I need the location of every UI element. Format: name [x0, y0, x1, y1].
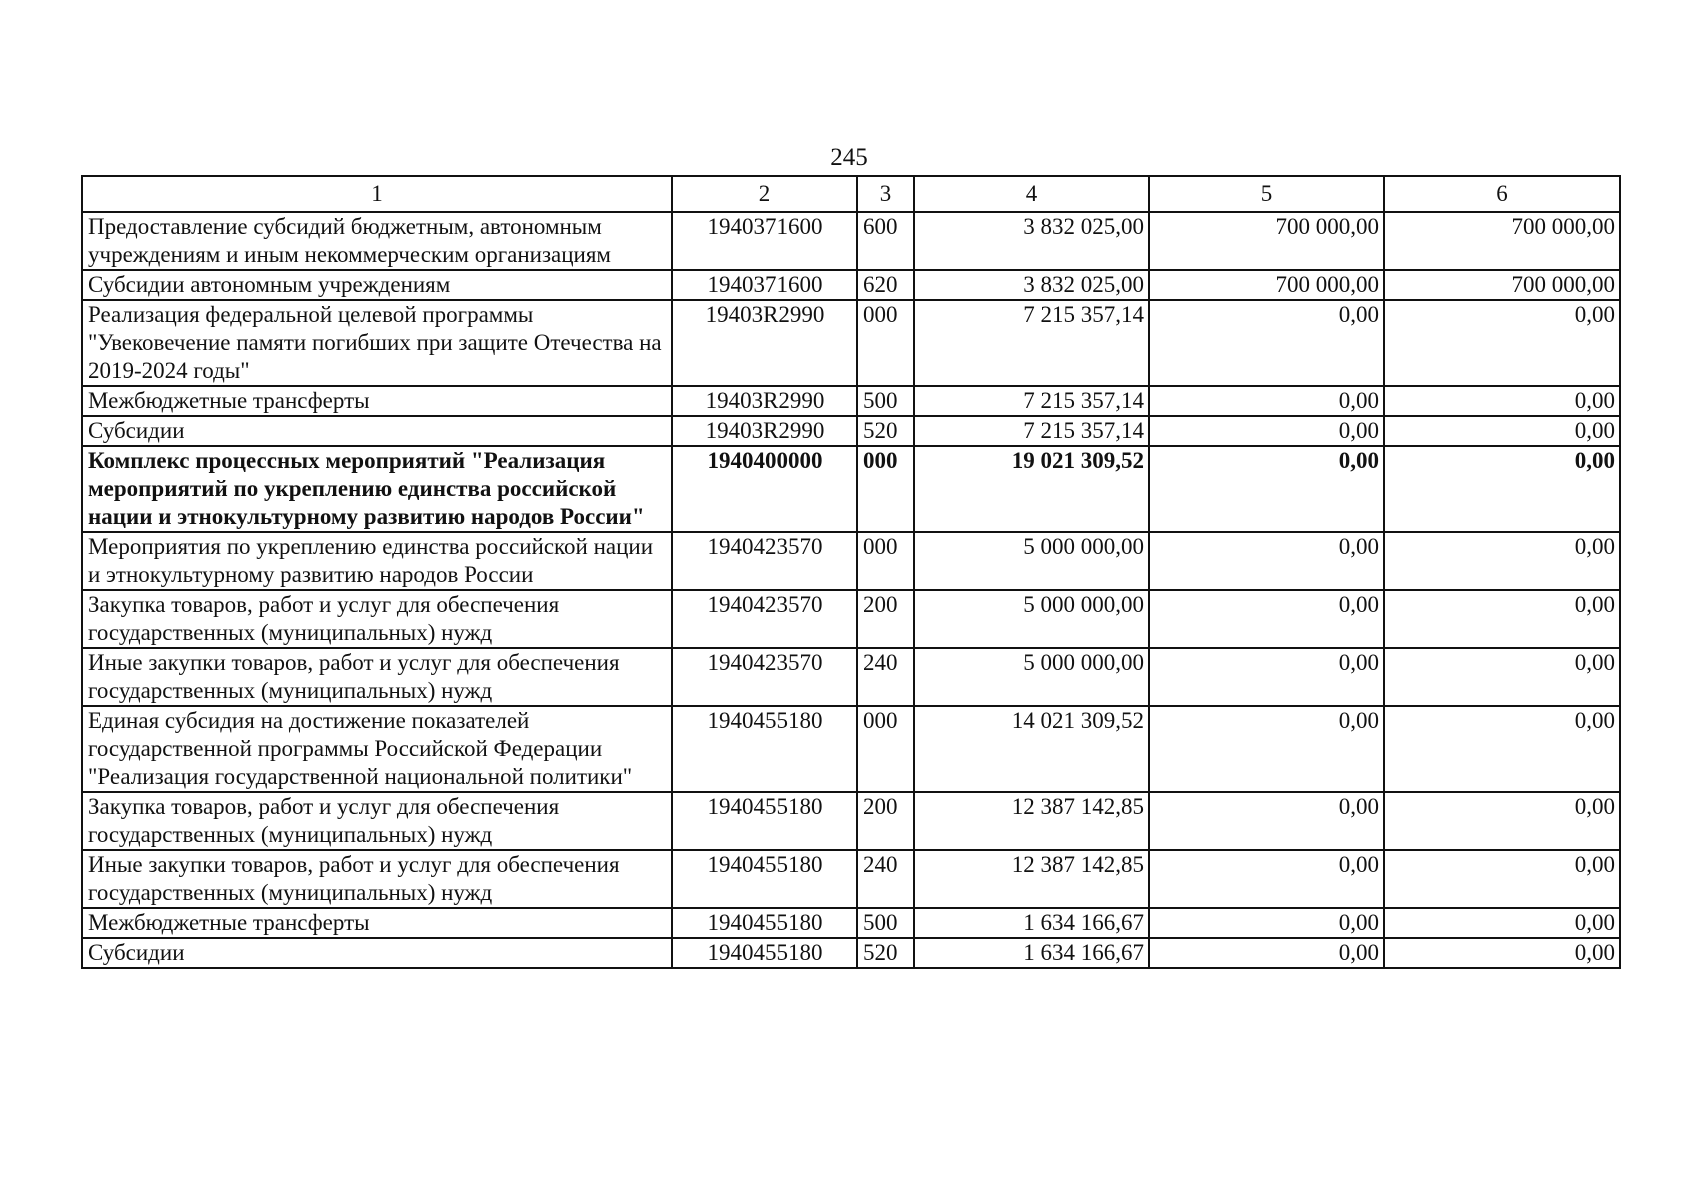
- table-row: [82, 938, 1620, 968]
- row-expense-type-cell: 000: [857, 446, 914, 532]
- row-code-cell: 1940423570: [672, 648, 857, 706]
- row-code-cell: 1940455180: [672, 850, 857, 908]
- row-amount-col6-cell: 0,00: [1384, 590, 1620, 648]
- table-row: [82, 706, 1620, 792]
- table-body: [82, 212, 1620, 968]
- row-amount-col6-cell: 0,00: [1384, 850, 1620, 908]
- row-code-cell: 1940455180: [672, 706, 857, 792]
- row-amount-col5-cell: 700 000,00: [1149, 212, 1384, 270]
- row-amount-col5-cell: 0,00: [1149, 792, 1384, 850]
- row-amount-col4-cell: 5 000 000,00: [914, 532, 1149, 590]
- row-name-cell: Межбюджетные трансферты: [82, 386, 672, 416]
- table-row: [82, 850, 1620, 908]
- table-row: [82, 792, 1620, 850]
- row-amount-col5-cell: 700 000,00: [1149, 270, 1384, 300]
- row-amount-col5-cell: 0,00: [1149, 300, 1384, 386]
- row-amount-col4-cell: 5 000 000,00: [914, 648, 1149, 706]
- column-header: 6: [1384, 176, 1620, 212]
- row-amount-col5-cell: 0,00: [1149, 706, 1384, 792]
- row-amount-col4-cell: 7 215 357,14: [914, 416, 1149, 446]
- row-amount-col5-cell: 0,00: [1149, 648, 1384, 706]
- row-amount-col6-cell: 700 000,00: [1384, 212, 1620, 270]
- row-amount-col4-cell: 19 021 309,52: [914, 446, 1149, 532]
- page-number: 245: [830, 144, 868, 171]
- row-amount-col5-cell: 0,00: [1149, 386, 1384, 416]
- row-amount-col4-cell: 12 387 142,85: [914, 792, 1149, 850]
- row-amount-col5-cell: 0,00: [1149, 908, 1384, 938]
- row-amount-col4-cell: 1 634 166,67: [914, 908, 1149, 938]
- row-code-cell: 19403R2990: [672, 386, 857, 416]
- row-amount-col5-cell: 0,00: [1149, 590, 1384, 648]
- row-name-cell: Комплекс процессных мероприятий "Реализация мероприятий по укреплению единства российской нации и этнокультурному развитию народов России": [82, 446, 672, 532]
- row-code-cell: 1940371600: [672, 270, 857, 300]
- row-amount-col6-cell: 0,00: [1384, 532, 1620, 590]
- row-amount-col4-cell: 14 021 309,52: [914, 706, 1149, 792]
- row-name-cell: Межбюджетные трансферты: [82, 908, 672, 938]
- table-row: [82, 386, 1620, 416]
- table-row: [82, 300, 1620, 386]
- row-amount-col4-cell: 3 832 025,00: [914, 270, 1149, 300]
- row-code-cell: 1940455180: [672, 938, 857, 968]
- row-code-cell: 1940455180: [672, 908, 857, 938]
- row-amount-col5-cell: 0,00: [1149, 446, 1384, 532]
- row-code-cell: 1940423570: [672, 532, 857, 590]
- row-amount-col4-cell: 1 634 166,67: [914, 938, 1149, 968]
- row-expense-type-cell: 600: [857, 212, 914, 270]
- row-expense-type-cell: 000: [857, 532, 914, 590]
- row-code-cell: 19403R2990: [672, 300, 857, 386]
- row-expense-type-cell: 000: [857, 706, 914, 792]
- row-expense-type-cell: 500: [857, 908, 914, 938]
- row-amount-col6-cell: 0,00: [1384, 908, 1620, 938]
- row-amount-col4-cell: 12 387 142,85: [914, 850, 1149, 908]
- row-amount-col6-cell: 0,00: [1384, 706, 1620, 792]
- row-amount-col5-cell: 0,00: [1149, 850, 1384, 908]
- row-expense-type-cell: 000: [857, 300, 914, 386]
- column-header: 3: [857, 176, 914, 212]
- table-row: [82, 270, 1620, 300]
- table-row: [82, 446, 1620, 532]
- row-expense-type-cell: 500: [857, 386, 914, 416]
- row-amount-col6-cell: 0,00: [1384, 386, 1620, 416]
- row-expense-type-cell: 240: [857, 850, 914, 908]
- row-name-cell: Предоставление субсидий бюджетным, автономным учреждениям и иным некоммерческим организациям: [82, 212, 672, 270]
- table-row: [82, 416, 1620, 446]
- row-amount-col4-cell: 7 215 357,14: [914, 300, 1149, 386]
- row-code-cell: 1940400000: [672, 446, 857, 532]
- row-expense-type-cell: 200: [857, 590, 914, 648]
- column-header: 1: [82, 176, 672, 212]
- row-name-cell: Иные закупки товаров, работ и услуг для обеспечения государственных (муниципальных) нужд: [82, 648, 672, 706]
- row-amount-col4-cell: 3 832 025,00: [914, 212, 1149, 270]
- column-header: 5: [1149, 176, 1384, 212]
- row-expense-type-cell: 240: [857, 648, 914, 706]
- row-amount-col6-cell: 0,00: [1384, 446, 1620, 532]
- budget-table: [81, 175, 1621, 969]
- column-header: 2: [672, 176, 857, 212]
- row-amount-col6-cell: 0,00: [1384, 938, 1620, 968]
- row-code-cell: 1940423570: [672, 590, 857, 648]
- row-name-cell: Единая субсидия на достижение показателей государственной программы Российской Федерации "Реализация государственной национальной политики": [82, 706, 672, 792]
- column-header: 4: [914, 176, 1149, 212]
- row-name-cell: Реализация федеральной целевой программы "Увековечение памяти погибших при защите Отечества на 2019-2024 годы": [82, 300, 672, 386]
- row-amount-col6-cell: 700 000,00: [1384, 270, 1620, 300]
- table-row: [82, 648, 1620, 706]
- row-expense-type-cell: 520: [857, 416, 914, 446]
- row-amount-col4-cell: 5 000 000,00: [914, 590, 1149, 648]
- row-amount-col5-cell: 0,00: [1149, 416, 1384, 446]
- row-amount-col6-cell: 0,00: [1384, 416, 1620, 446]
- table-row: [82, 532, 1620, 590]
- row-code-cell: 1940371600: [672, 212, 857, 270]
- row-amount-col6-cell: 0,00: [1384, 300, 1620, 386]
- row-amount-col5-cell: 0,00: [1149, 938, 1384, 968]
- row-name-cell: Закупка товаров, работ и услуг для обеспечения государственных (муниципальных) нужд: [82, 792, 672, 850]
- table-row: [82, 908, 1620, 938]
- row-amount-col6-cell: 0,00: [1384, 648, 1620, 706]
- table-header-row: [82, 176, 1620, 212]
- row-name-cell: Мероприятия по укреплению единства российской нации и этнокультурному развитию народов России: [82, 532, 672, 590]
- row-name-cell: Иные закупки товаров, работ и услуг для обеспечения государственных (муниципальных) нужд: [82, 850, 672, 908]
- row-expense-type-cell: 200: [857, 792, 914, 850]
- row-name-cell: Закупка товаров, работ и услуг для обеспечения государственных (муниципальных) нужд: [82, 590, 672, 648]
- row-amount-col4-cell: 7 215 357,14: [914, 386, 1149, 416]
- row-expense-type-cell: 520: [857, 938, 914, 968]
- row-name-cell: Субсидии: [82, 416, 672, 446]
- row-amount-col5-cell: 0,00: [1149, 532, 1384, 590]
- table-row: [82, 212, 1620, 270]
- row-code-cell: 19403R2990: [672, 416, 857, 446]
- table-row: [82, 590, 1620, 648]
- row-amount-col6-cell: 0,00: [1384, 792, 1620, 850]
- row-expense-type-cell: 620: [857, 270, 914, 300]
- row-code-cell: 1940455180: [672, 792, 857, 850]
- row-name-cell: Субсидии автономным учреждениям: [82, 270, 672, 300]
- row-name-cell: Субсидии: [82, 938, 672, 968]
